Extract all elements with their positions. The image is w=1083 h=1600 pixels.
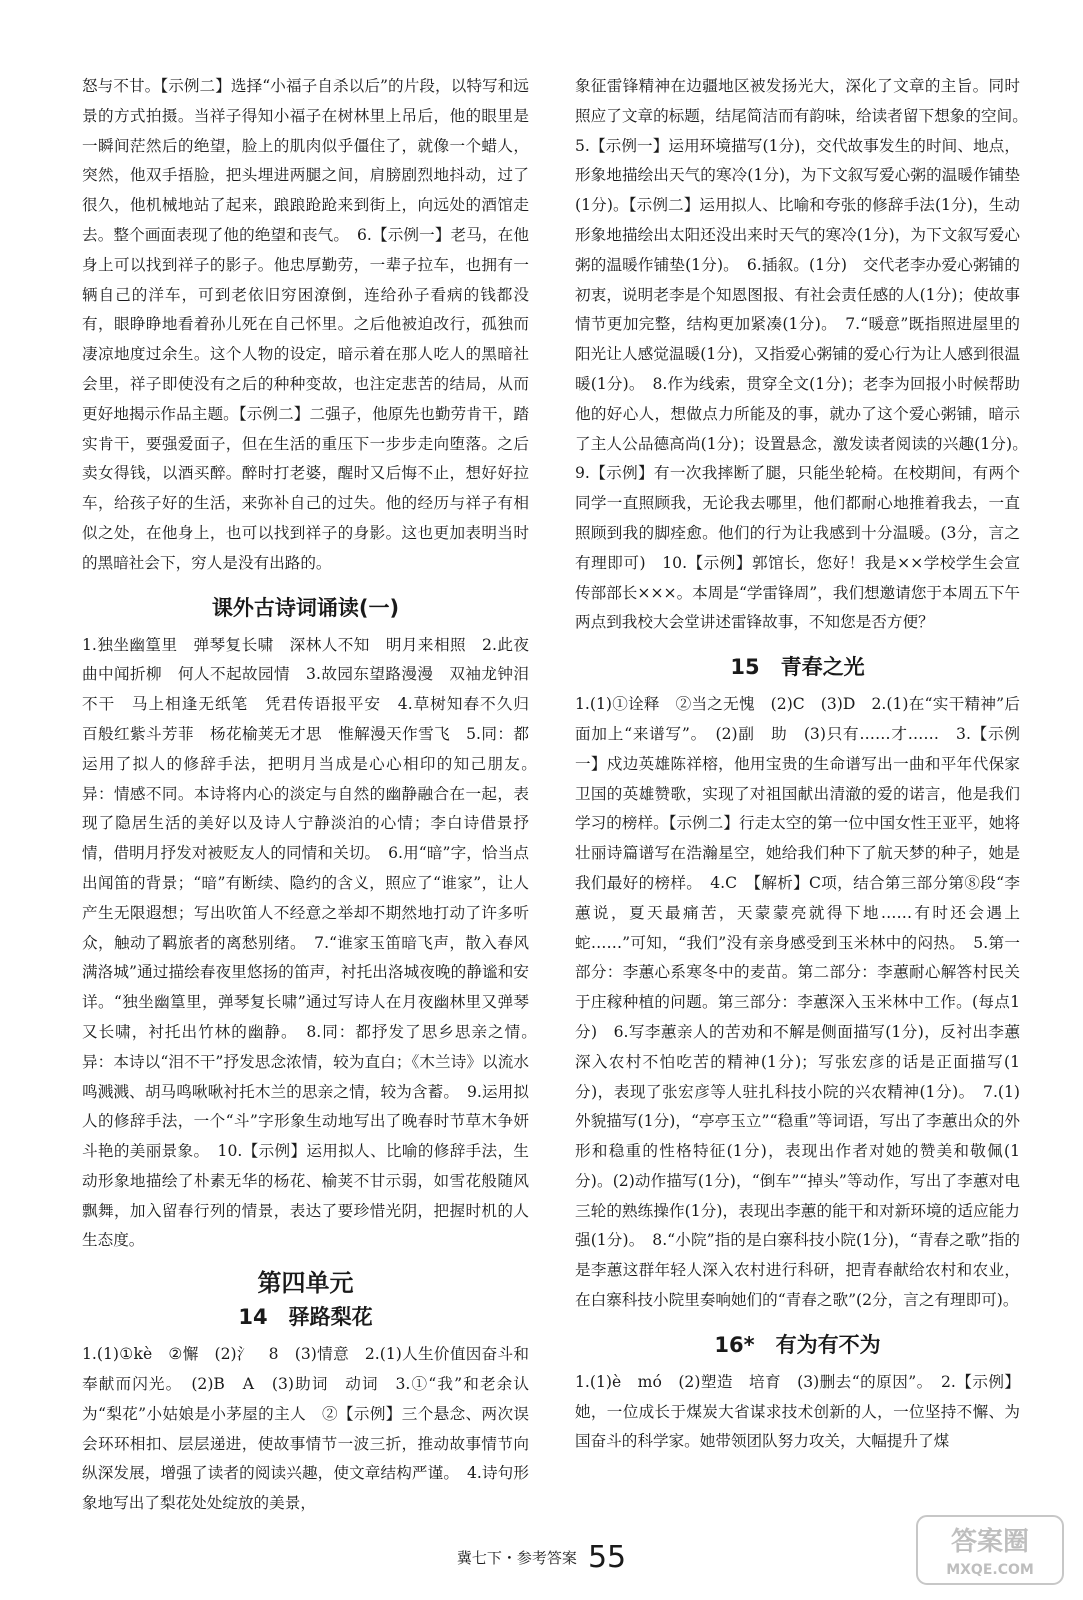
lesson-heading-16: 16* 有为有不为: [714, 1332, 881, 1357]
answer-text-block: 1.(1)①kè ②懈 (2)氵 8 (3)情意 2.(1)人生价值因奋斗和奉献而闪光。 (2)B A (3)助词 动词 3.①“我”和老余认为“梨花”小姑娘是小茅屋的主人 ②【示例】三个悬念、两次误会环环相扣、层层递进，使故事情节一波三折，推动故事情节向纵深发展，增强了读者的阅读兴趣，使文章结构严谨。 4.诗句形象地写出了梨花处处绽放的美景，: [82, 1345, 529, 1513]
lesson-heading-15: 15 青春之光: [730, 655, 865, 680]
watermark-logo: [915, 1514, 1065, 1586]
footer-label: 冀七下・参考答案: [456, 1549, 577, 1567]
watermark-text: 答案圈: [950, 1527, 1030, 1557]
answer-text-block: 象征雷锋精神在边疆地区被发扬光大，深化了文章的主旨。同时照应了文章的标题，结尾简洁而有韵味，给读者留下想象的空间。 5.【示例一】运用环境描写(1分)，交代故事发生的时间、地点，形象地描绘出天气的寒冷(1分)，为下文叙写爱心粥的温暖作铺垫(1分)。【示例二】运用拟人、比喻和夸张的修辞手法(1分)，生动形象地描绘出太阳还没出来时天气的寒冷(1分)，为下文叙写爱心粥的温暖作铺垫(1分)。 6.插叙。(1分) 交代老李办爱心粥铺的初衷，说明老李是个知恩图报、有社会责任感的人(1分)；使故事情节更加完整，结构更加紧凑(1分)。 7.“暖意”既指照进屋里的阳光让人感觉温暖(1分)，又指爱心粥铺的爱心行为让人感到很温暖(1分)。 8.作为线索，贯穿全文(1分)；老李为回报小时候帮助他的好心人，想做点力所能及的事，就办了这个爱心粥铺，暗示了主人公品德高尚(1分)；设置悬念，激发读者阅读的兴趣(1分)。 9.【示例】有一次我摔断了腿，只能坐轮椅。在校期间，有两个同学一直照顾我，无论我去哪里，他们都耐心地推着我去，一直照顾到我的脚痊愈。他们的行为让我感到十分温暖。(3分，言之有理即可) 10.【示例】郭馆长，您好！我是××学校学生会宣传部部长×××。本周是“学雷锋周”，我们想邀请您于本周五下午两点到我校大会堂讲述雷锋故事，不知您是否方便？: [575, 77, 1036, 632]
answer-text-block: 1.(1)①诠释 ②当之无愧 (2)C (3)D 2.(1)在“实干精神”后面加上“来谱写”。 (2)副 助 (3)只有……才…… 3.【示例一】戍边英雄陈祥榕，他用宝贵的生命谱写出一曲和平年代保家卫国的英雄赞歌，实现了对祖国献出清澈的爱的诺言，他是我们学习的榜样。【示例二】行走太空的第一位中国女性王亚平，她将壮丽诗篇谱写在浩瀚星空，她给我们种下了航天梦的种子，她是我们最好的榜样。 4.C 【解析】C项，结合第三部分第⑧段“李蕙说，夏天最痛苦，天蒙蒙亮就得下地……有时还会遇上蛇……”可知，“我们”没有亲身感受到玉米林中的闷热。 5.第一部分：李蕙心系寒冬中的麦苗。第二部分：李蕙耐心解答村民关于庄稼种植的问题。第三部分：李蕙深入玉米林中工作。(每点1分) 6.写李蕙亲人的苦劝和不解是侧面描写(1分)，反衬出李蕙深入农村不怕吃苦的精神(1分)；写张宏彦的话是正面描写(1分)，表现了张宏彦等人驻扎科技小院的兴农精神(1分)。 7.(1)外貌描写(1分)，“亭亭玉立”“稳重”等词语，写出了李蕙出众的外形和稳重的性格特征(1分)，表现出作者对她的赞美和敬佩(1分)。(2)动作描写(1分)，“倒车”“掉头”等动作，写出了李蕙对电三轮的熟练操作(1分)，表现出李蕙的能干和对新环境的适应能力强(1分)。 8.“小院”指的是白寨科技小院(1分)，“青春之歌”指的是李蕙这群年轻人深入农村进行科研，把青春献给农村和农业，在白寨科技小院里奏响她们的“青春之歌”(2分，言之有理即可)。: [575, 695, 1020, 1310]
right-column: [575, 72, 1036, 1457]
page-number: 55: [587, 1540, 627, 1575]
lesson-heading-14: 14 驿路梨花: [238, 1305, 373, 1330]
watermark-url: MXQE.COM: [946, 1562, 1034, 1578]
answer-text-block: 1.独坐幽篁里 弹琴复长啸 深林人不知 明月来相照 2.此夜曲中闻折柳 何人不起故园情 3.故园东望路漫漫 双袖龙钟泪不干 马上相逢无纸笔 凭君传语报平安 4.草树知春不久归 百般红紫斗芳菲 杨花榆荚无才思 惟解漫天作雪飞 5.同：都运用了拟人的修辞手法，把明月当成是心心相印的知己朋友。 异：情感不同。本诗将内心的淡定与自然的幽静融合在一起，表现了隐居生活的美好以及诗人宁静淡泊的心情；李白诗借景抒情，借明月抒发对被贬友人的同情和关切。 6.用“暗”字，恰当点出闻笛的背景；“暗”有断续、隐约的含义，照应了“谁家”，让人产生无限遐想；写出吹笛人不经意之举却不期然地打动了许多听众，触动了羁旅者的离愁别绪。 7.“谁家玉笛暗飞声，散入春风满洛城”通过描绘春夜里悠扬的笛声，衬托出洛城夜晚的静谧和安详。“独坐幽篁里，弹琴复长啸”通过写诗人在月夜幽林里又弹琴又长啸，衬托出竹林的幽静。 8.同：都抒发了思乡思亲之情。 异：本诗以“泪不干”抒发思念浓情，较为直白；《木兰诗》以流水鸣溅溅、胡马鸣啾啾衬托木兰的思亲之情，较为含蓄。 9.运用拟人的修辞手法，一个“斗”字形象生动地写出了晚春时节草木争妍斗艳的美丽景象。 10.【示例】运用拟人、比喻的修辞手法，生动形象地描绘了朴素无华的杨花、榆荚不甘示弱，如雪花般随风飘舞，加入留春行列的情景，表达了要珍惜光阴，把握时机的人生态度。: [82, 635, 545, 1250]
left-column: [82, 72, 545, 1519]
answer-text-block: 1.(1)è mó (2)塑造 培育 (3)删去“的原因”。 2.【示例】她，一位成长于煤炭大省谋求技术创新的人，一位坚持不懈、为国奋斗的科学家。她带领团队努力攻关，大幅提升了煤: [575, 1372, 1020, 1451]
section-heading-classical-poems: 课外古诗词诵读(一): [211, 595, 400, 620]
answer-text-block: 怒与不甘。【示例二】选择“小福子自杀以后”的片段，以特写和远景的方式拍摄。当祥子得知小福子在树林里上吊后，他的眼里是一瞬间茫然后的绝望，脸上的肌肉似乎僵住了，就像一个蜡人，突然，他双手捂脸，把头埋进两腿之间，肩膀剧烈地抖动，过了很久，他机械地站了起来，踉踉跄跄来到街上，向远处的酒馆走去。整个画面表现了他的绝望和丧气。 6.【示例一】老马，在他身上可以找到祥子的影子。他忠厚勤劳，一辈子拉车，也拥有一辆自己的洋车，可到老依旧穷困潦倒，连给孙子看病的钱都没有，眼睁睁地看着孙儿死在自己怀里。之后他被迫改行，孤独而凄凉地度过余生。这个人物的设定，暗示着在那人吃人的黑暗社会里，祥子即使没有之后的种种变故，也注定悲苦的结局，从而更好地揭示作品主题。【示例二】二强子，他原先也勤劳肯干，踏实肯干，要强爱面子，但在生活的重压下一步步走向堕落。之后卖女得钱，以酒买醉。醉时打老婆，醒时又后悔不止，想好好拉车，给孩子好的生活，来弥补自己的过失。他的经历与祥子有相似之处，在他身上，也可以找到祥子的身影。这也更加表明当时的黑暗社会下，穷人是没有出路的。: [82, 77, 529, 572]
unit-heading: 第四单元: [257, 1269, 354, 1298]
